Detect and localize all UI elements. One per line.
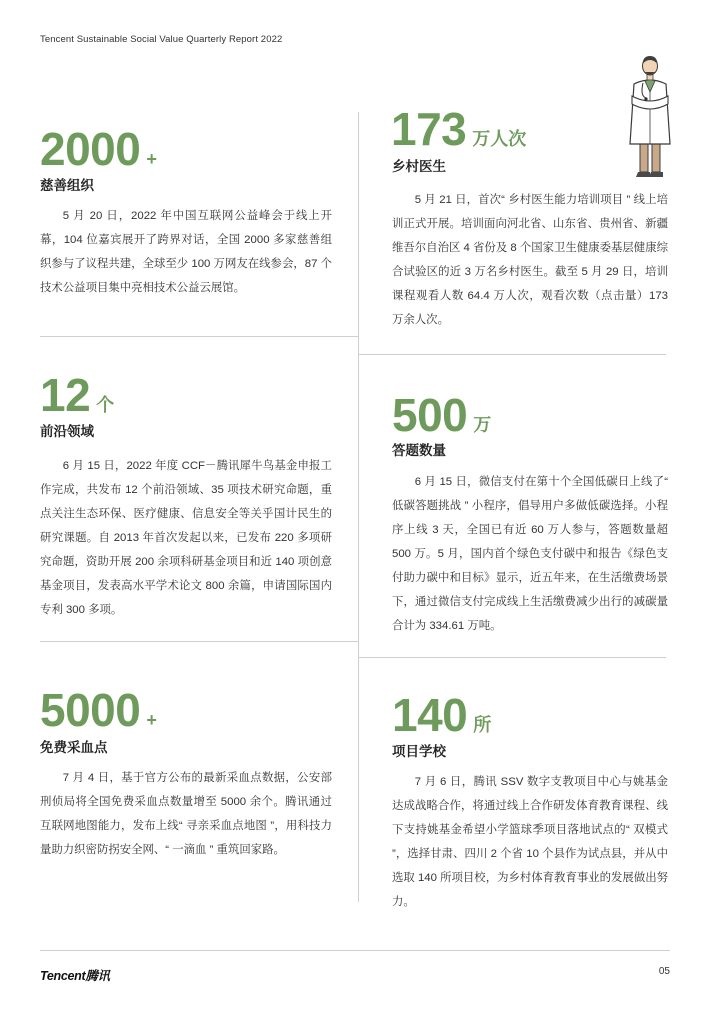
stat-description: 5 月 20 日，2022 年中国互联网公益峰会于线上开幕，104 位嘉宾展开了跨界对话，全国 2000 多家慈善组织参与了议程共建，全球至少 100 万网友在线参会，87 个技术公益项目集中亮相技术公益云展馆。 — [40, 210, 332, 294]
doctor-illustration — [624, 52, 676, 180]
stat-number: 173 — [391, 103, 467, 155]
stat-unit: 所 — [473, 715, 492, 735]
stat-unit: + — [146, 149, 157, 169]
stat-unit: 万人次 — [472, 129, 527, 149]
stat-title: 慈善组织 — [40, 178, 94, 193]
stat-blood-sites — [40, 684, 157, 736]
stat-number: 500 — [392, 389, 468, 441]
row-divider-right-1 — [359, 354, 666, 355]
stat-unit: 万 — [473, 415, 492, 435]
stat-number: 140 — [392, 689, 468, 741]
stat-description: 6 月 15 日，微信支付在第十个全国低碳日上线了“ 低碳答题挑战 ” 小程序，倡导用户多做低碳选择。小程序上线 3 天，全国已有近 60 万人参与，答题数量超 500 万。5 月，国内首个绿色支付碳中和报告《绿色支付助力碳中和目标》显示，近五年来，在生活缴费场景下，通过微信支付完成线上生活缴费减少出行的减碳量合计为 334.61 万吨。 — [392, 476, 668, 632]
stat-project-schools — [392, 689, 492, 741]
stat-description: 7 月 6 日，腾讯 SSV 数字支教项目中心与姚基金达成战略合作，将通过线上合作研发体育教育课程、线下支持姚基金希望小学篮球季项目落地试点的“ 双模式 ”，选择甘肃、四川 2 个省 10 个县作为试点县，并从中选取 140 所项目校，为乡村体育教育事业的发展做出努力。 — [392, 776, 668, 908]
stat-title: 乡村医生 — [392, 159, 446, 174]
stat-title: 免费采血点 — [40, 740, 108, 755]
stat-unit: 个 — [96, 395, 115, 415]
stat-description: 6 月 15 日，2022 年度 CCF－腾讯犀牛鸟基金申报工作完成，共发布 12 个前沿领域、35 项技术研究命题，重点关注生态环保、医疗健康、信息安全等关乎国计民生的研究课题。自 2013 年首次发起以来，已发布 220 多项研究命题，资助开展 200 余项科研基金项目和近 140 项创意基金项目，发表高水平学术论文 800 余篇，申请国际国内专利 300 多项。 — [40, 460, 332, 616]
tencent-logo: Tencent腾讯 — [40, 969, 110, 983]
report-header: Tencent Sustainable Social Value Quarterly Report 2022 — [40, 34, 283, 45]
row-divider-left-1 — [40, 336, 358, 337]
stat-quiz-count — [392, 389, 492, 441]
stat-description: 7 月 4 日，基于官方公布的最新采血点数据，公安部刑侦局将全国免费采血点数量增至 5000 余个。腾讯通过互联网地图能力，发布上线“ 寻亲采血点地图 ”，用科技力量助力织密防拐安全网、“ 一滴血 ” 重筑回家路。 — [40, 772, 332, 856]
stat-number: 12 — [40, 369, 91, 421]
stat-unit: + — [146, 710, 157, 730]
stat-number: 5000 — [40, 684, 141, 736]
stat-frontier-fields — [40, 369, 115, 421]
stat-number: 2000 — [40, 123, 141, 175]
footer-divider — [40, 950, 670, 951]
row-divider-right-2 — [359, 657, 666, 658]
stat-description: 5 月 21 日，首次“ 乡村医生能力培训项目 ” 线上培训正式开展。培训面向河北省、山东省、贵州省、新疆维吾尔自治区 4 省份及 8 个国家卫生健康委基层健康综合试验区的近 3 万名乡村医生。截至 5 月 29 日，培训课程观看人数 64.4 万人次，观看次数（点击量）173 万余人次。 — [392, 194, 668, 326]
stat-charity-orgs — [40, 123, 157, 175]
stat-title: 项目学校 — [392, 744, 446, 759]
page-number: 05 — [658, 966, 670, 977]
stat-title: 答题数量 — [392, 443, 446, 458]
stat-village-doctors — [391, 103, 527, 155]
column-divider — [358, 112, 359, 902]
stat-title: 前沿领域 — [40, 424, 94, 439]
row-divider-left-2 — [40, 641, 358, 642]
